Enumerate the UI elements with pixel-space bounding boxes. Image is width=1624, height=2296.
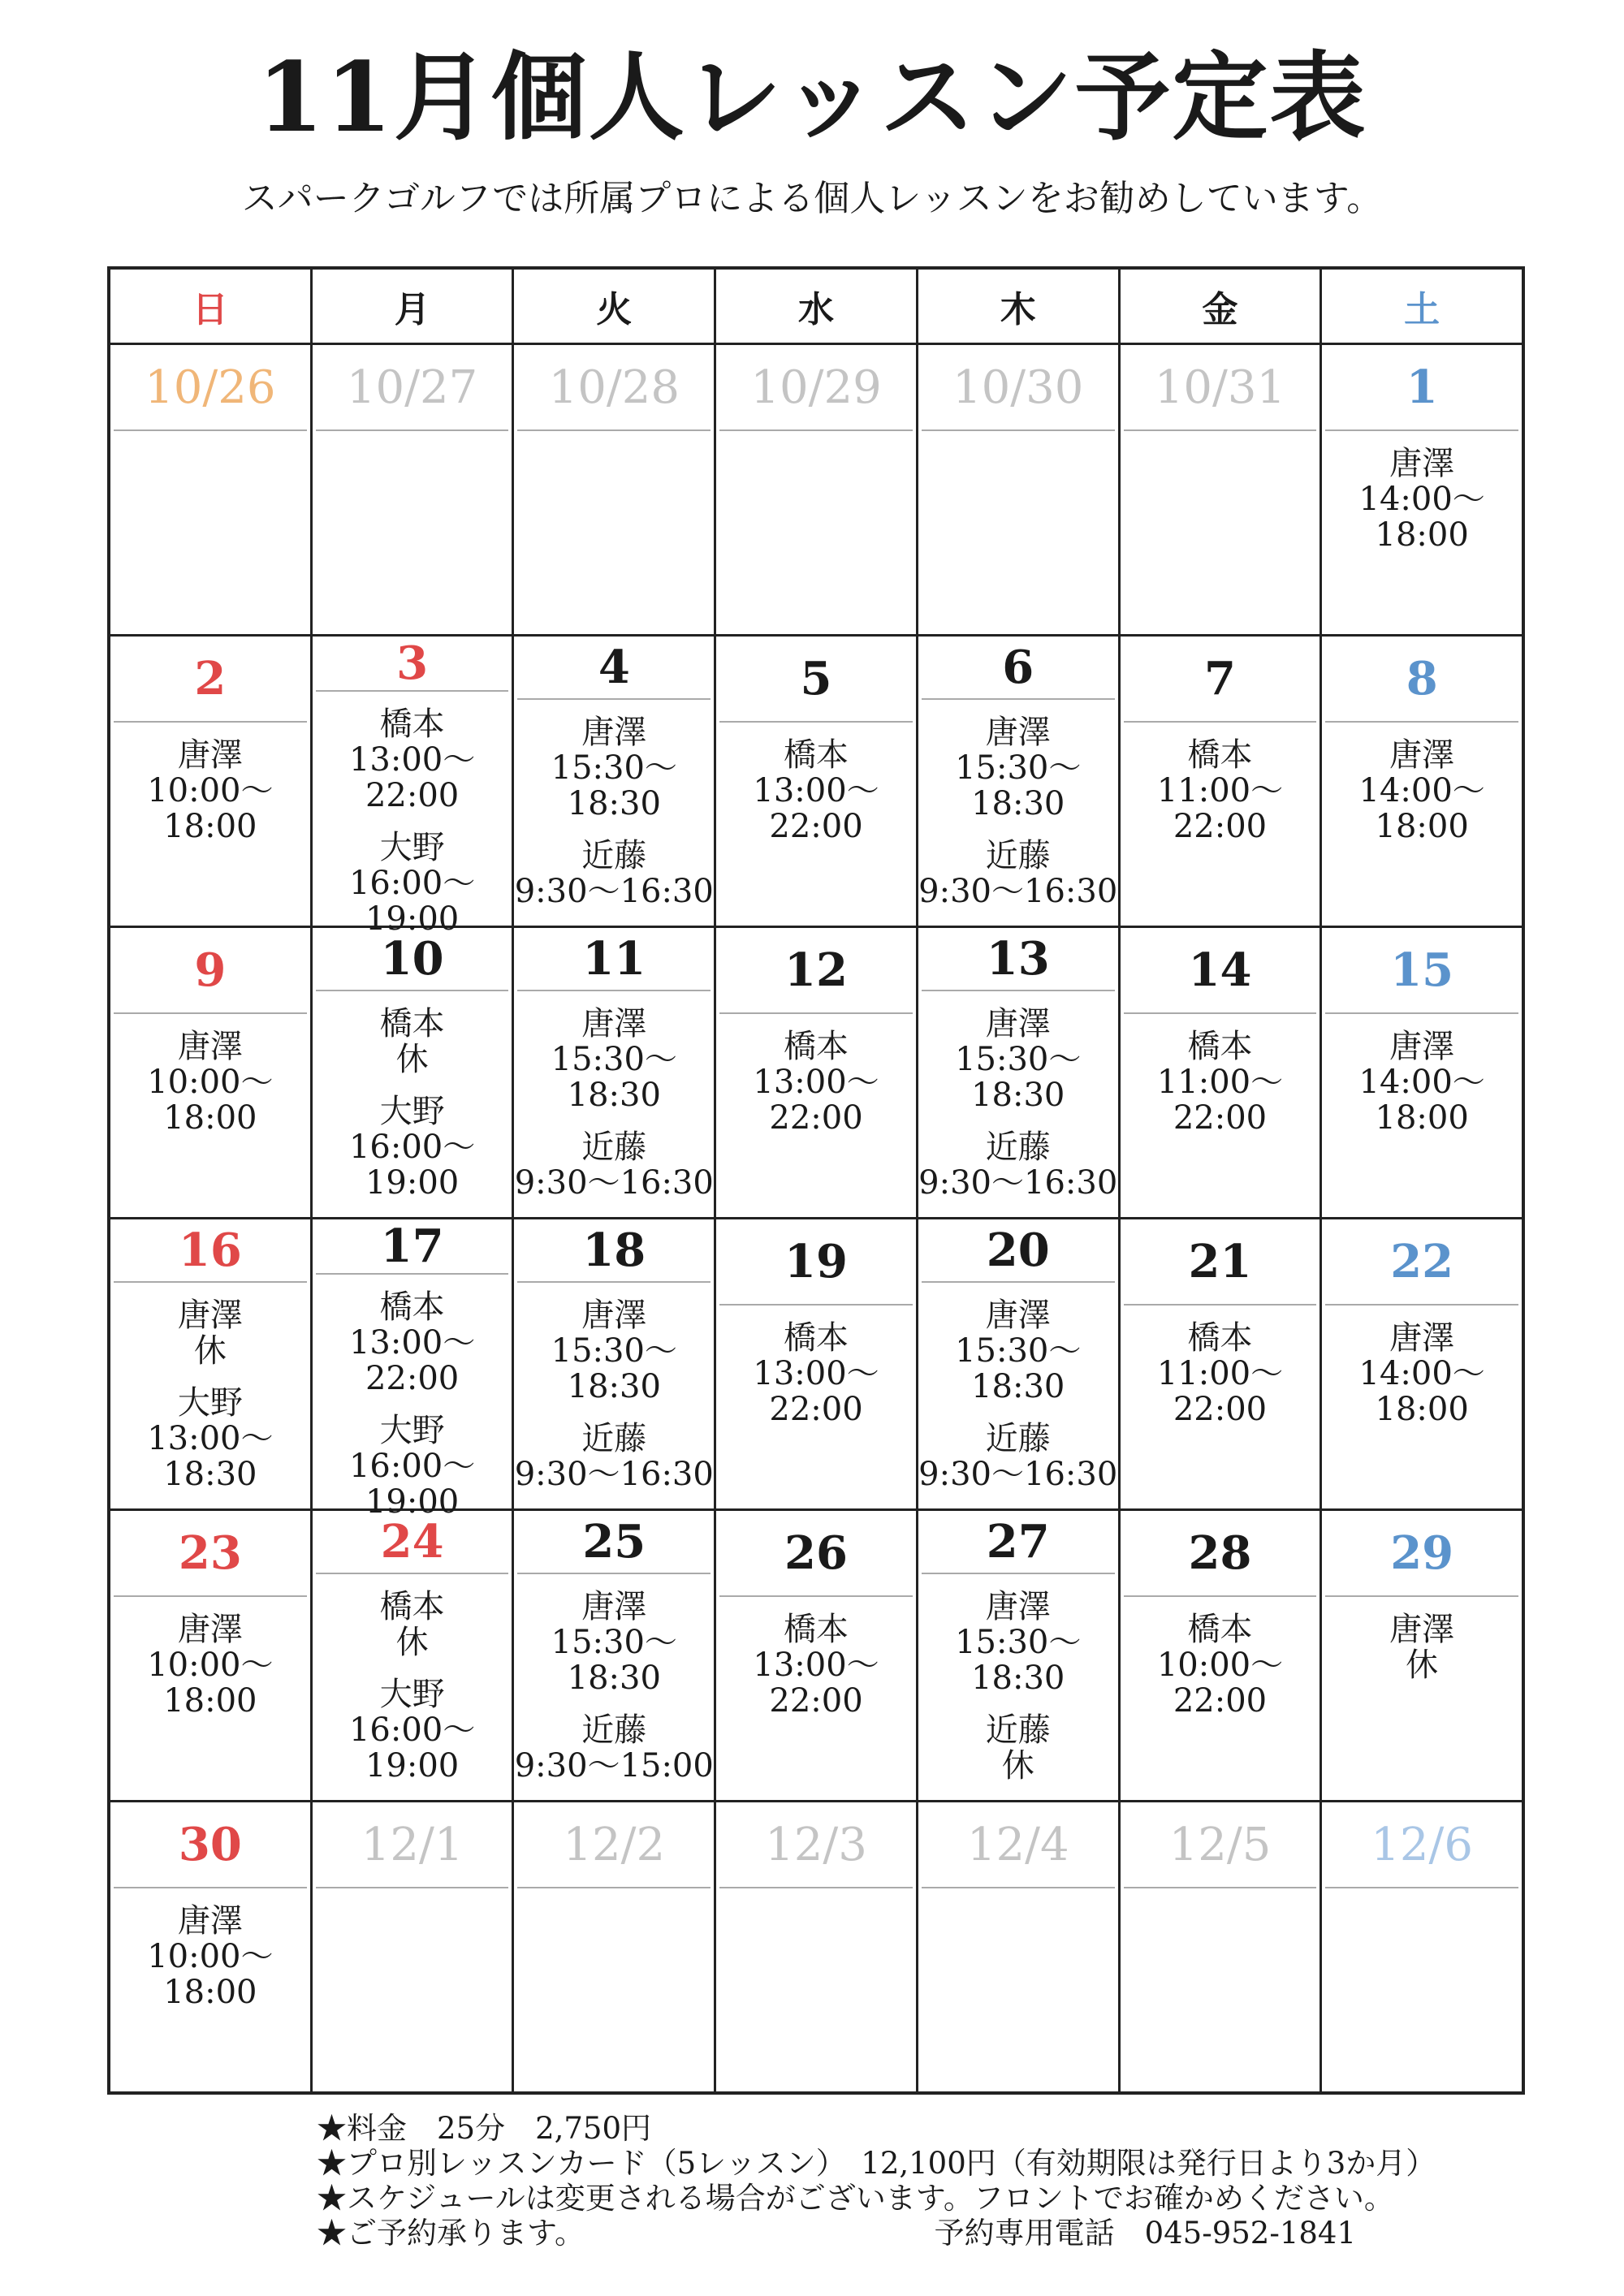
instructor-name: 近藤 xyxy=(581,1711,647,1749)
day-cell xyxy=(1322,1511,1522,1800)
lesson-time: 13:00～22:00 xyxy=(753,1064,879,1137)
day-cell xyxy=(110,1802,313,2091)
lesson-time: 15:30～18:30 xyxy=(955,1041,1082,1114)
lesson-slots xyxy=(110,723,310,861)
instructor-name: 大野 xyxy=(379,1676,445,1713)
instructor-name: 近藤 xyxy=(985,837,1051,874)
instructor-name: 橋本 xyxy=(784,1319,849,1357)
lesson-slot xyxy=(313,1413,512,1520)
weekday-mon: 月 xyxy=(313,270,515,343)
day-number: 6 xyxy=(922,637,1115,700)
lesson-slot xyxy=(110,737,310,844)
day-number: 12/6 xyxy=(1325,1802,1518,1888)
day-number: 12/1 xyxy=(316,1802,509,1888)
instructor-name: 大野 xyxy=(379,1412,445,1449)
day-number: 13 xyxy=(922,928,1115,991)
lesson-slot xyxy=(1121,1612,1320,1719)
lesson-slots xyxy=(716,1888,916,1903)
day-cell xyxy=(1121,1802,1323,2091)
weekday-header xyxy=(110,270,1522,345)
day-cell xyxy=(716,345,918,634)
day-number: 12/2 xyxy=(517,1802,710,1888)
lesson-slots xyxy=(918,700,1118,926)
instructor-name: 唐澤 xyxy=(985,714,1051,751)
day-number: 3 xyxy=(316,637,509,692)
lesson-time: 16:00～19:00 xyxy=(348,1129,476,1202)
day-number: 10/26 xyxy=(114,345,307,431)
lesson-slot xyxy=(313,1006,512,1077)
lesson-slot xyxy=(313,830,512,937)
lesson-slot xyxy=(313,1589,512,1660)
instructor-name: 大野 xyxy=(379,1093,445,1130)
lesson-slots xyxy=(716,1306,916,1444)
instructor-name: 唐澤 xyxy=(177,1297,243,1334)
lesson-slots xyxy=(110,1597,310,1735)
lesson-slot xyxy=(514,1712,714,1784)
lesson-slot xyxy=(110,1903,310,2010)
day-cell xyxy=(918,1511,1121,1800)
instructor-name: 近藤 xyxy=(985,1129,1051,1166)
day-number: 12/3 xyxy=(719,1802,913,1888)
day-number: 7 xyxy=(1124,637,1317,723)
weekday-sun: 日 xyxy=(110,270,313,343)
lesson-time: 9:30～16:30 xyxy=(514,1456,714,1493)
lesson-slots xyxy=(918,1888,1118,1903)
day-number: 10/28 xyxy=(517,345,710,431)
lesson-time: 13:00～22:00 xyxy=(753,772,879,845)
instructor-name: 橋本 xyxy=(1187,736,1253,774)
lesson-slot xyxy=(1121,737,1320,844)
day-cell xyxy=(110,1219,313,1508)
lesson-slot xyxy=(918,838,1118,909)
lesson-time: 15:30～18:30 xyxy=(551,1041,677,1114)
instructor-name: 唐澤 xyxy=(1389,445,1455,482)
lesson-time: 15:30～18:30 xyxy=(955,749,1082,822)
lesson-slot xyxy=(110,1385,310,1492)
day-cell xyxy=(716,1219,918,1508)
instructor-name: 橋本 xyxy=(379,1288,445,1326)
lesson-slot xyxy=(110,1612,310,1719)
day-cell xyxy=(1121,928,1323,1217)
lesson-time: 9:30～16:30 xyxy=(514,1164,714,1202)
day-cell xyxy=(1121,1219,1323,1508)
day-cell xyxy=(716,1802,918,2091)
lesson-slot xyxy=(313,1289,512,1396)
day-number: 10/31 xyxy=(1124,345,1317,431)
day-number: 21 xyxy=(1124,1219,1317,1306)
lesson-time: 14:00～18:00 xyxy=(1358,772,1485,845)
lesson-slot xyxy=(918,1006,1118,1113)
weekday-tue: 火 xyxy=(514,270,716,343)
day-cell xyxy=(1121,637,1323,926)
lesson-time: 15:30～18:30 xyxy=(955,1624,1082,1697)
day-cell xyxy=(313,1802,515,2091)
lesson-slots xyxy=(313,1275,512,1536)
lesson-time: 10:00～18:00 xyxy=(147,772,274,845)
lesson-slots xyxy=(313,1574,512,1800)
lesson-time: 休 xyxy=(1406,1646,1439,1684)
day-cell xyxy=(313,345,515,634)
lesson-slots xyxy=(918,1574,1118,1800)
day-cell xyxy=(514,928,716,1217)
instructor-name: 橋本 xyxy=(1187,1319,1253,1357)
lesson-time: 休 xyxy=(395,1041,429,1078)
lesson-slots xyxy=(1322,723,1522,861)
week-row xyxy=(110,1802,1522,2091)
instructor-name: 唐澤 xyxy=(985,1005,1051,1042)
lesson-slots xyxy=(110,1283,310,1508)
instructor-name: 唐澤 xyxy=(985,1297,1051,1334)
day-cell xyxy=(918,637,1121,926)
instructor-name: 橋本 xyxy=(784,1028,849,1065)
day-cell xyxy=(514,1511,716,1800)
instructor-name: 唐澤 xyxy=(177,1611,243,1648)
lesson-time: 9:30～16:30 xyxy=(918,1456,1118,1493)
lesson-time: 休 xyxy=(395,1624,429,1661)
lesson-slots xyxy=(110,1014,310,1152)
lesson-time: 13:00～22:00 xyxy=(348,741,476,814)
lesson-slot xyxy=(1322,1320,1522,1427)
day-number: 26 xyxy=(719,1511,913,1597)
day-number: 10/30 xyxy=(922,345,1115,431)
lesson-slot xyxy=(716,1029,916,1136)
reservation-phone: 予約専用電話 045-952-1841 xyxy=(934,2216,1356,2251)
day-number: 25 xyxy=(517,1511,710,1574)
lesson-slot xyxy=(716,1320,916,1427)
day-cell xyxy=(716,928,918,1217)
lesson-slots xyxy=(1121,1014,1320,1152)
day-number: 29 xyxy=(1325,1511,1518,1597)
day-cell xyxy=(514,1802,716,2091)
day-cell xyxy=(918,345,1121,634)
day-number: 10 xyxy=(316,928,509,991)
lesson-slots xyxy=(514,431,714,446)
lesson-slot xyxy=(1322,1029,1522,1136)
note-reservation-row xyxy=(317,2216,1356,2251)
day-number: 11 xyxy=(517,928,710,991)
lesson-time: 13:00～22:00 xyxy=(753,1646,879,1720)
lesson-slot xyxy=(313,706,512,814)
lesson-time: 15:30～18:30 xyxy=(955,1332,1082,1405)
lesson-slot xyxy=(1322,1612,1522,1683)
lesson-slots xyxy=(1121,1597,1320,1735)
instructor-name: 唐澤 xyxy=(1389,1028,1455,1065)
lesson-slot xyxy=(918,1589,1118,1696)
lesson-time: 13:00～22:00 xyxy=(753,1355,879,1428)
page-subtitle: スパークゴルフでは所属プロによる個人レッスンをお勧めしています。 xyxy=(241,178,1383,219)
day-number: 2 xyxy=(114,637,307,723)
lesson-time: 13:00～22:00 xyxy=(348,1324,476,1397)
instructor-name: 大野 xyxy=(177,1384,243,1422)
day-number: 18 xyxy=(517,1219,710,1283)
instructor-name: 橋本 xyxy=(1187,1028,1253,1065)
instructor-name: 橋本 xyxy=(784,1611,849,1648)
lesson-slots xyxy=(1322,1888,1522,1903)
lesson-slot xyxy=(1121,1320,1320,1427)
lesson-slots xyxy=(514,700,714,926)
day-number: 12/5 xyxy=(1124,1802,1317,1888)
day-cell xyxy=(1322,345,1522,634)
lesson-slot xyxy=(313,1677,512,1784)
day-cell xyxy=(1121,345,1323,634)
instructor-name: 唐澤 xyxy=(1389,1319,1455,1357)
day-number: 8 xyxy=(1325,637,1518,723)
instructor-name: 唐澤 xyxy=(177,1902,243,1940)
day-cell xyxy=(918,928,1121,1217)
instructor-name: 橋本 xyxy=(379,706,445,743)
lesson-slot xyxy=(918,1421,1118,1492)
day-number: 12 xyxy=(719,928,913,1014)
lesson-slots xyxy=(110,431,310,446)
week-row xyxy=(110,1511,1522,1802)
day-number: 22 xyxy=(1325,1219,1518,1306)
lesson-time: 14:00～18:00 xyxy=(1358,1064,1485,1137)
lesson-time: 10:00～18:00 xyxy=(147,1064,274,1137)
lesson-slots xyxy=(110,1888,310,2026)
day-cell xyxy=(918,1219,1121,1508)
lesson-time: 9:30～16:30 xyxy=(514,873,714,910)
instructor-name: 橋本 xyxy=(379,1005,445,1042)
note-schedule: ★スケジュールは変更される場合がございます。フロントでお確かめください。 xyxy=(317,2181,1394,2216)
weekday-sat: 土 xyxy=(1404,289,1440,330)
lesson-slot xyxy=(716,1612,916,1719)
lesson-time: 14:00～18:00 xyxy=(1358,1355,1485,1428)
day-number: 1 xyxy=(1325,345,1518,431)
lesson-slots xyxy=(918,991,1118,1217)
day-cell xyxy=(110,928,313,1217)
instructor-name: 近藤 xyxy=(581,1420,647,1457)
lesson-time: 16:00～19:00 xyxy=(348,1448,476,1521)
page-title: 11月個人レッスン予定表 xyxy=(257,41,1367,153)
lesson-slot xyxy=(918,1712,1118,1784)
day-number: 12/4 xyxy=(922,1802,1115,1888)
day-number: 14 xyxy=(1124,928,1317,1014)
lesson-slots xyxy=(1121,431,1320,446)
day-cell xyxy=(313,637,515,938)
instructor-name: 橋本 xyxy=(1187,1611,1253,1648)
day-cell xyxy=(313,928,515,1217)
lesson-time: 11:00～22:00 xyxy=(1156,1064,1284,1137)
instructor-name: 唐澤 xyxy=(177,736,243,774)
instructor-name: 唐澤 xyxy=(1389,736,1455,774)
day-number: 9 xyxy=(114,928,307,1014)
instructor-name: 唐澤 xyxy=(177,1028,243,1065)
lesson-slot xyxy=(514,838,714,909)
day-cell xyxy=(514,1219,716,1508)
lesson-slot xyxy=(110,1297,310,1369)
day-number: 10/29 xyxy=(719,345,913,431)
instructor-name: 唐澤 xyxy=(581,1005,647,1042)
lesson-time: 14:00～18:00 xyxy=(1358,481,1485,554)
day-number: 10/27 xyxy=(316,345,509,431)
day-cell xyxy=(1322,1802,1522,2091)
weekday-fri: 金 xyxy=(1121,270,1323,343)
instructor-name: 近藤 xyxy=(985,1420,1051,1457)
lesson-slots xyxy=(1322,431,1522,569)
lesson-time: 10:00～18:00 xyxy=(147,1646,274,1720)
lesson-slots xyxy=(313,431,512,446)
day-cell xyxy=(514,637,716,926)
lesson-slots xyxy=(1121,1888,1320,1903)
lesson-slot xyxy=(918,1129,1118,1201)
day-number: 4 xyxy=(517,637,710,700)
day-number: 23 xyxy=(114,1511,307,1597)
lesson-slots xyxy=(313,1888,512,1903)
day-cell xyxy=(716,1511,918,1800)
lesson-slots xyxy=(716,431,916,446)
weekday-thu: 木 xyxy=(918,270,1121,343)
lesson-time: 16:00～19:00 xyxy=(348,865,476,938)
day-cell xyxy=(1121,1511,1323,1800)
week-row xyxy=(110,928,1522,1219)
lesson-slot xyxy=(514,1589,714,1696)
lesson-slot xyxy=(514,1006,714,1113)
instructor-name: 橋本 xyxy=(784,736,849,774)
lesson-slot xyxy=(1322,446,1522,553)
lesson-slots xyxy=(1322,1014,1522,1152)
day-cell xyxy=(110,1511,313,1800)
day-cell xyxy=(110,637,313,926)
lesson-time: 10:00～18:00 xyxy=(147,1938,274,2011)
day-cell xyxy=(1322,637,1522,926)
day-cell xyxy=(918,1802,1121,2091)
calendar-weeks xyxy=(110,345,1522,2091)
day-number: 28 xyxy=(1124,1511,1317,1597)
week-row xyxy=(110,1219,1522,1521)
instructor-name: 近藤 xyxy=(581,1129,647,1166)
instructor-name: 唐澤 xyxy=(581,1297,647,1334)
day-cell xyxy=(313,1511,515,1800)
day-cell xyxy=(514,345,716,634)
day-number: 15 xyxy=(1325,928,1518,1014)
lesson-slot xyxy=(514,1129,714,1201)
day-cell xyxy=(110,345,313,634)
instructor-name: 大野 xyxy=(379,829,445,866)
lesson-slot xyxy=(918,714,1118,822)
lesson-slot xyxy=(716,737,916,844)
lesson-time: 15:30～18:30 xyxy=(551,1624,677,1697)
instructor-name: 近藤 xyxy=(985,1711,1051,1749)
note-price: ★料金 25分 2,750円 xyxy=(317,2111,652,2146)
lesson-time: 休 xyxy=(193,1332,227,1370)
day-cell xyxy=(1322,928,1522,1217)
lesson-time: 9:30～15:00 xyxy=(514,1747,714,1785)
lesson-time: 16:00～19:00 xyxy=(348,1711,476,1785)
instructor-name: 唐澤 xyxy=(581,714,647,751)
day-number: 17 xyxy=(316,1219,509,1275)
lesson-slots xyxy=(918,1283,1118,1508)
day-number: 5 xyxy=(719,637,913,723)
lesson-slots xyxy=(514,991,714,1217)
lesson-time: 休 xyxy=(1001,1747,1034,1785)
calendar-table xyxy=(107,266,1525,2095)
lesson-time: 10:00～22:00 xyxy=(1156,1646,1284,1720)
lesson-slot xyxy=(918,1297,1118,1405)
lesson-slot xyxy=(313,1094,512,1201)
lesson-slots xyxy=(313,991,512,1217)
lesson-slots xyxy=(313,692,512,953)
note-reservation: ★ご予約承ります。 xyxy=(317,2216,585,2251)
lesson-time: 9:30～16:30 xyxy=(918,873,1118,910)
instructor-name: 唐澤 xyxy=(985,1588,1051,1625)
day-number: 16 xyxy=(114,1219,307,1283)
lesson-slot xyxy=(514,1421,714,1492)
instructor-name: 橋本 xyxy=(379,1588,445,1625)
instructor-name: 近藤 xyxy=(581,837,647,874)
week-row xyxy=(110,637,1522,938)
lesson-time: 11:00～22:00 xyxy=(1156,1355,1284,1428)
lesson-slots xyxy=(918,431,1118,446)
note-lesson-card: ★プロ別レッスンカード（5レッスン） 12,100円（有効期限は発行日より3か月） xyxy=(317,2146,1436,2181)
day-number: 20 xyxy=(922,1219,1115,1283)
week-row xyxy=(110,345,1522,637)
lesson-slots xyxy=(514,1283,714,1508)
lesson-slot xyxy=(514,714,714,822)
lesson-time: 9:30～16:30 xyxy=(918,1164,1118,1202)
weekday-wed: 水 xyxy=(716,270,918,343)
instructor-name: 唐澤 xyxy=(581,1588,647,1625)
day-cell xyxy=(313,1219,515,1521)
lesson-slot xyxy=(110,1029,310,1136)
lesson-slots xyxy=(716,1597,916,1735)
lesson-slots xyxy=(1121,1306,1320,1444)
lesson-slot xyxy=(1322,737,1522,844)
day-number: 19 xyxy=(719,1219,913,1306)
day-cell xyxy=(716,637,918,926)
lesson-slots xyxy=(514,1888,714,1903)
lesson-time: 15:30～18:30 xyxy=(551,1332,677,1405)
lesson-time: 15:30～18:30 xyxy=(551,749,677,822)
day-number: 24 xyxy=(316,1511,509,1574)
lesson-slot xyxy=(514,1297,714,1405)
day-number: 30 xyxy=(114,1802,307,1888)
day-number: 27 xyxy=(922,1511,1115,1574)
lesson-slots xyxy=(1121,723,1320,861)
lesson-slots xyxy=(514,1574,714,1800)
lesson-slots xyxy=(1322,1306,1522,1444)
lesson-time: 11:00～22:00 xyxy=(1156,772,1284,845)
footer-notes xyxy=(317,2111,1436,2251)
day-cell xyxy=(1322,1219,1522,1508)
lesson-slot xyxy=(1121,1029,1320,1136)
lesson-slots xyxy=(716,723,916,861)
lesson-time: 13:00～18:30 xyxy=(147,1420,274,1493)
lesson-slots xyxy=(716,1014,916,1152)
instructor-name: 唐澤 xyxy=(1389,1611,1455,1648)
lesson-slots xyxy=(1322,1597,1522,1699)
